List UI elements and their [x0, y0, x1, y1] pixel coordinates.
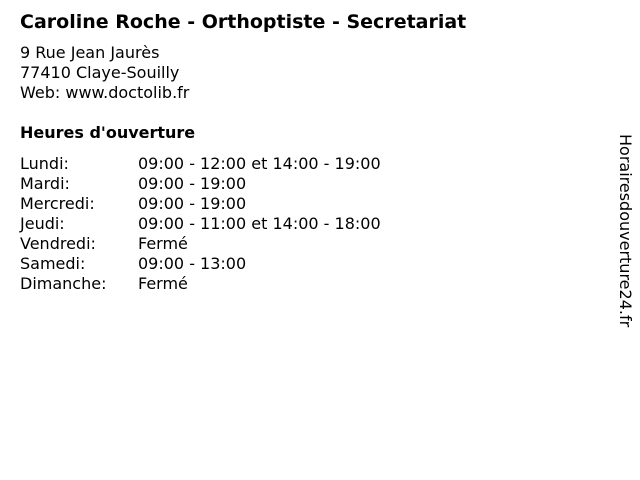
- business-address: [20, 43, 189, 103]
- day-hours: 09:00 - 19:00: [138, 194, 247, 213]
- day-hours: 09:00 - 13:00: [138, 254, 247, 273]
- day-hours: Fermé: [138, 234, 188, 253]
- hours-row-friday: [20, 234, 381, 254]
- day-label: Vendredi:: [20, 234, 96, 253]
- hours-row-sunday: [20, 274, 381, 294]
- opening-hours-heading: Heures d'ouverture: [20, 123, 196, 142]
- day-label: Samedi:: [20, 254, 86, 273]
- site-watermark: [608, 134, 640, 374]
- opening-hours-table: [20, 154, 381, 294]
- watermark-text: Horairesdouverture24.fr: [616, 134, 635, 328]
- hours-row-monday: [20, 154, 381, 174]
- hours-row-saturday: [20, 254, 381, 274]
- day-hours: Fermé: [138, 274, 188, 293]
- day-hours: 09:00 - 11:00 et 14:00 - 18:00: [138, 214, 381, 233]
- day-label: Mardi:: [20, 174, 70, 193]
- hours-row-thursday: [20, 214, 381, 234]
- address-street: 9 Rue Jean Jaurès: [20, 43, 160, 62]
- hours-row-tuesday: [20, 174, 381, 194]
- day-label: Mercredi:: [20, 194, 95, 213]
- day-label: Jeudi:: [20, 214, 65, 233]
- day-label: Dimanche:: [20, 274, 107, 293]
- day-hours: 09:00 - 12:00 et 14:00 - 19:00: [138, 154, 381, 173]
- business-name: Caroline Roche - Orthoptiste - Secretariat: [20, 11, 467, 33]
- address-city: 77410 Claye-Souilly: [20, 63, 180, 82]
- day-hours: 09:00 - 19:00: [138, 174, 247, 193]
- day-label: Lundi:: [20, 154, 69, 173]
- website-text: Web: www.doctolib.fr: [20, 83, 190, 102]
- hours-row-wednesday: [20, 194, 381, 214]
